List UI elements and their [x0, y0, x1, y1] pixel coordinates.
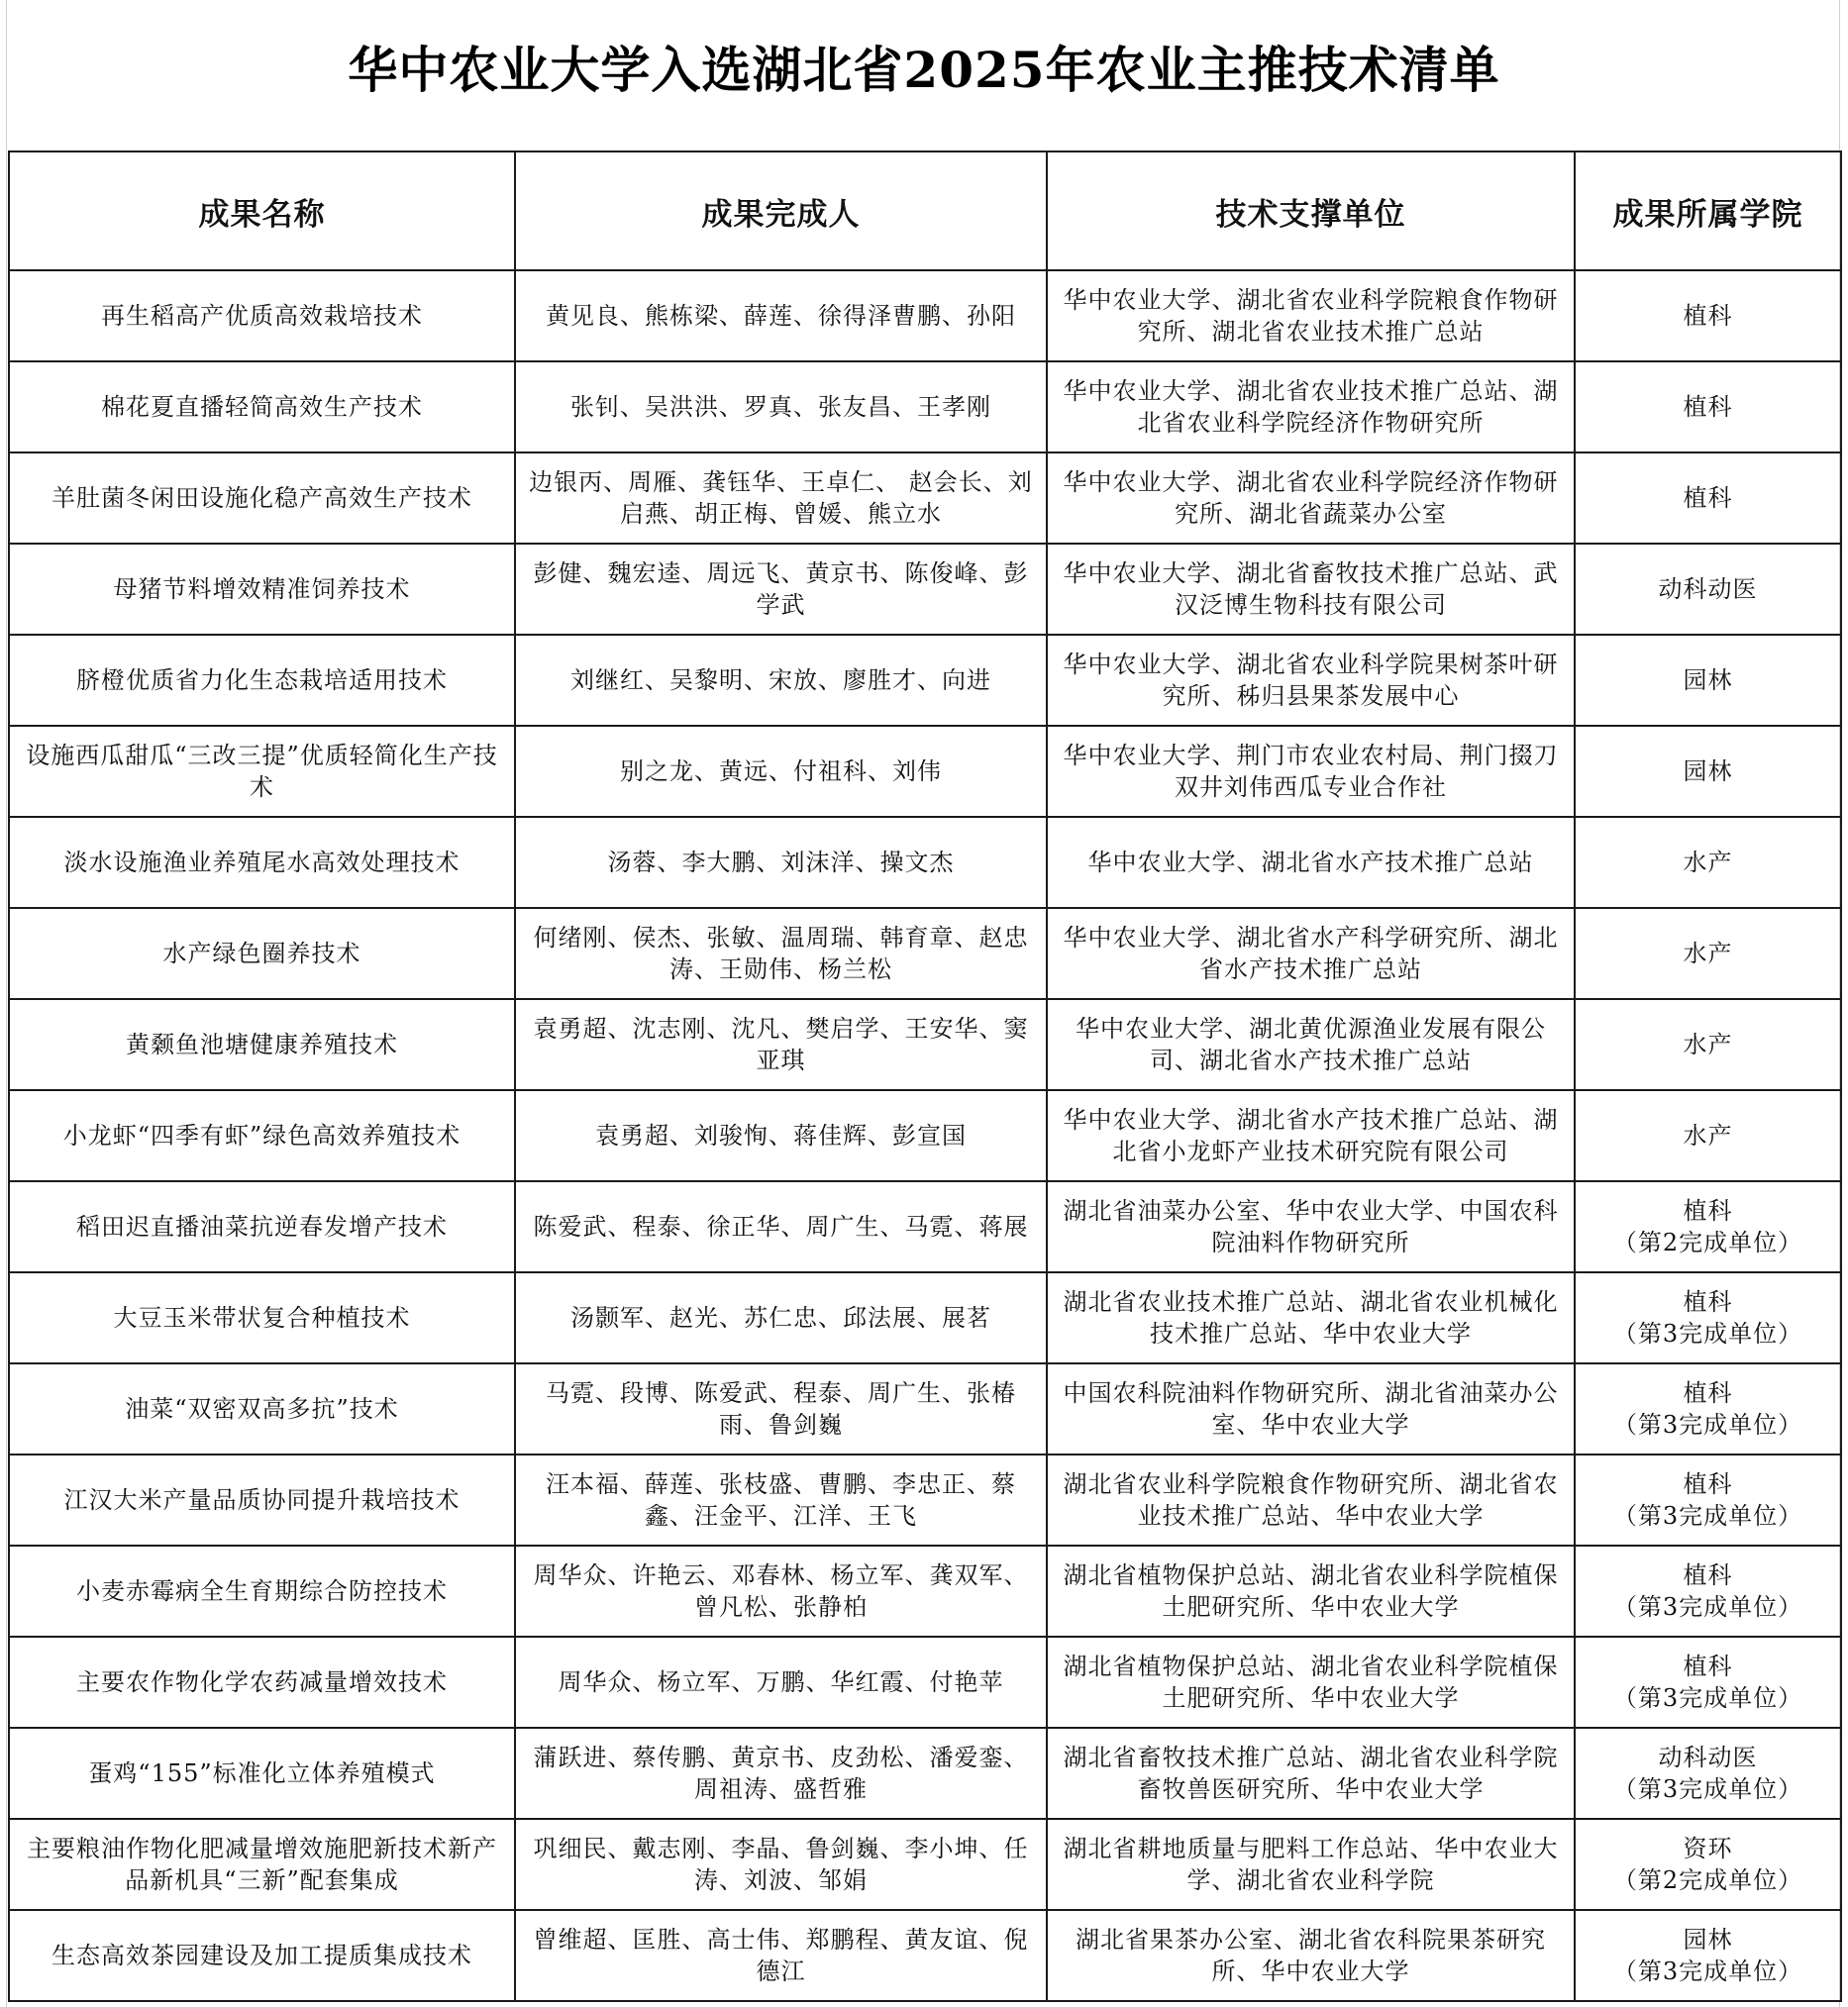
table-row — [9, 1363, 1841, 1455]
cell-college — [1575, 1363, 1841, 1455]
cell-support-units: 湖北省农业科学院粮食作物研究所、湖北省农业技术推广总站、华中农业大学 — [1047, 1455, 1575, 1546]
college-name: 植科 — [1683, 1561, 1733, 1589]
cell-support-units: 湖北省植物保护总站、湖北省农业科学院植保土肥研究所、华中农业大学 — [1047, 1546, 1575, 1637]
table-row — [9, 1090, 1841, 1181]
cell-college — [1575, 361, 1841, 452]
table-row — [9, 726, 1841, 817]
header-college: 成果所属学院 — [1575, 151, 1841, 270]
college-completion-note: （第3完成单位） — [1612, 1593, 1803, 1621]
table-row — [9, 452, 1841, 544]
college-completion-note: （第3完成单位） — [1612, 1320, 1803, 1348]
table-row — [9, 270, 1841, 361]
cell-completers: 汪本福、薛莲、张枝盛、曹鹏、李忠正、蔡鑫、汪金平、江洋、王飞 — [515, 1455, 1047, 1546]
table-row — [9, 1272, 1841, 1363]
cell-achievement-name: 江汉大米产量品质协同提升栽培技术 — [9, 1455, 515, 1546]
cell-achievement-name: 小龙虾“四季有虾”绿色高效养殖技术 — [9, 1090, 515, 1181]
cell-completers: 汤蓉、李大鹏、刘沫洋、操文杰 — [515, 817, 1047, 908]
cell-achievement-name: 棉花夏直播轻简高效生产技术 — [9, 361, 515, 452]
cell-college — [1575, 1181, 1841, 1272]
cell-college — [1575, 1272, 1841, 1363]
cell-achievement-name: 主要农作物化学农药减量增效技术 — [9, 1637, 515, 1728]
college-name: 水产 — [1683, 1122, 1733, 1150]
cell-achievement-name: 稻田迟直播油菜抗逆春发增产技术 — [9, 1181, 515, 1272]
cell-completers: 边银丙、周雁、龚钰华、王卓仁、 赵会长、刘启燕、胡正梅、曾媛、熊立水 — [515, 452, 1047, 544]
cell-college — [1575, 1910, 1841, 2001]
cell-completers: 彭健、魏宏逵、周远飞、黄京书、陈俊峰、彭学武 — [515, 544, 1047, 635]
cell-support-units: 华中农业大学、湖北省农业科学院粮食作物研究所、湖北省农业技术推广总站 — [1047, 270, 1575, 361]
cell-college — [1575, 1090, 1841, 1181]
cell-college — [1575, 635, 1841, 726]
cell-completers: 马霓、段博、陈爱武、程泰、周广生、张椿雨、鲁剑巍 — [515, 1363, 1047, 1455]
college-completion-note: （第3完成单位） — [1612, 1502, 1803, 1530]
cell-completers: 刘继红、吴黎明、宋放、廖胜才、向进 — [515, 635, 1047, 726]
header-units: 技术支撑单位 — [1047, 151, 1575, 270]
cell-college — [1575, 1728, 1841, 1819]
college-name: 动科动医 — [1658, 575, 1758, 603]
college-name: 植科 — [1683, 393, 1733, 421]
cell-support-units: 中国农科院油料作物研究所、湖北省油菜办公室、华中农业大学 — [1047, 1363, 1575, 1455]
college-name: 植科 — [1683, 1379, 1733, 1407]
cell-completers: 黄见良、熊栋梁、薛莲、徐得泽曹鹏、孙阳 — [515, 270, 1047, 361]
cell-achievement-name: 主要粮油作物化肥减量增效施肥新技术新产品新机具“三新”配套集成 — [9, 1819, 515, 1910]
cell-achievement-name: 羊肚菌冬闲田设施化稳产高效生产技术 — [9, 452, 515, 544]
table-header-row — [9, 151, 1841, 270]
college-name: 园林 — [1683, 757, 1733, 785]
college-name: 资环 — [1683, 1835, 1733, 1862]
table-row — [9, 1819, 1841, 1910]
college-completion-note: （第3完成单位） — [1612, 1411, 1803, 1439]
college-name: 动科动医 — [1658, 1744, 1758, 1771]
college-name: 植科 — [1683, 1197, 1733, 1225]
cell-completers: 周华众、许艳云、邓春林、杨立军、龚双军、曾凡松、张静柏 — [515, 1546, 1047, 1637]
cell-completers: 周华众、杨立军、万鹏、华红霞、付艳苹 — [515, 1637, 1047, 1728]
cell-support-units: 湖北省农业技术推广总站、湖北省农业机械化技术推广总站、华中农业大学 — [1047, 1272, 1575, 1363]
college-completion-note: （第2完成单位） — [1612, 1229, 1803, 1256]
table-body — [9, 270, 1841, 2001]
college-completion-note: （第2完成单位） — [1612, 1866, 1803, 1894]
cell-support-units: 华中农业大学、湖北省农业科学院经济作物研究所、湖北省蔬菜办公室 — [1047, 452, 1575, 544]
tech-list-table — [8, 151, 1842, 2002]
cell-college — [1575, 1819, 1841, 1910]
college-name: 水产 — [1683, 849, 1733, 876]
table-row — [9, 1546, 1841, 1637]
table-row — [9, 1455, 1841, 1546]
college-completion-note: （第3完成单位） — [1612, 1957, 1803, 1985]
cell-achievement-name: 小麦赤霉病全生育期综合防控技术 — [9, 1546, 515, 1637]
college-name: 水产 — [1683, 1031, 1733, 1058]
college-completion-note: （第3完成单位） — [1612, 1684, 1803, 1712]
cell-achievement-name: 脐橙优质省力化生态栽培适用技术 — [9, 635, 515, 726]
cell-support-units: 湖北省耕地质量与肥料工作总站、华中农业大学、湖北省农业科学院 — [1047, 1819, 1575, 1910]
cell-support-units: 湖北省油菜办公室、华中农业大学、中国农科院油料作物研究所 — [1047, 1181, 1575, 1272]
cell-completers: 陈爱武、程泰、徐正华、周广生、马霓、蒋展 — [515, 1181, 1047, 1272]
cell-completers: 袁勇超、沈志刚、沈凡、樊启学、王安华、窦亚琪 — [515, 999, 1047, 1090]
cell-college — [1575, 1455, 1841, 1546]
cell-completers: 张钊、吴洪洪、罗真、张友昌、王孝刚 — [515, 361, 1047, 452]
page-title: 华中农业大学入选湖北省2025年农业主推技术清单 — [348, 41, 1500, 99]
table-row — [9, 817, 1841, 908]
cell-support-units: 华中农业大学、湖北省水产技术推广总站 — [1047, 817, 1575, 908]
cell-completers: 袁勇超、刘骏恂、蒋佳辉、彭宣国 — [515, 1090, 1047, 1181]
college-name: 园林 — [1683, 666, 1733, 694]
college-name: 植科 — [1683, 302, 1733, 330]
cell-support-units: 华中农业大学、湖北省农业科学院果树茶叶研究所、秭归县果茶发展中心 — [1047, 635, 1575, 726]
cell-support-units: 湖北省果茶办公室、湖北省农科院果茶研究所、华中农业大学 — [1047, 1910, 1575, 2001]
table-row — [9, 635, 1841, 726]
cell-achievement-name: 水产绿色圈养技术 — [9, 908, 515, 999]
cell-achievement-name: 大豆玉米带状复合种植技术 — [9, 1272, 515, 1363]
cell-achievement-name: 淡水设施渔业养殖尾水高效处理技术 — [9, 817, 515, 908]
cell-completers: 别之龙、黄远、付祖科、刘伟 — [515, 726, 1047, 817]
cell-completers: 曾维超、匡胜、高士伟、郑鹏程、黄友谊、倪德江 — [515, 1910, 1047, 2001]
cell-support-units: 华中农业大学、湖北省水产科学研究所、湖北省水产技术推广总站 — [1047, 908, 1575, 999]
table-row — [9, 1637, 1841, 1728]
cell-college — [1575, 908, 1841, 999]
cell-college — [1575, 1637, 1841, 1728]
college-completion-note: （第3完成单位） — [1612, 1775, 1803, 1803]
college-name: 园林 — [1683, 1926, 1733, 1954]
table-row — [9, 361, 1841, 452]
table-row — [9, 1181, 1841, 1272]
college-name: 植科 — [1683, 1653, 1733, 1680]
table-row — [9, 544, 1841, 635]
cell-support-units: 华中农业大学、湖北省农业技术推广总站、湖北省农业科学院经济作物研究所 — [1047, 361, 1575, 452]
cell-completers: 汤颢军、赵光、苏仁忠、邱法展、展茗 — [515, 1272, 1047, 1363]
table-row — [9, 1728, 1841, 1819]
cell-college — [1575, 270, 1841, 361]
cell-support-units: 华中农业大学、湖北黄优源渔业发展有限公司、湖北省水产技术推广总站 — [1047, 999, 1575, 1090]
cell-completers: 何绪刚、侯杰、张敏、温周瑞、韩育章、赵忠涛、王勋伟、杨兰松 — [515, 908, 1047, 999]
cell-college — [1575, 999, 1841, 1090]
table-row — [9, 999, 1841, 1090]
cell-achievement-name: 设施西瓜甜瓜“三改三提”优质轻简化生产技术 — [9, 726, 515, 817]
cell-achievement-name: 黄颡鱼池塘健康养殖技术 — [9, 999, 515, 1090]
cell-college — [1575, 726, 1841, 817]
cell-support-units: 湖北省畜牧技术推广总站、湖北省农业科学院畜牧兽医研究所、华中农业大学 — [1047, 1728, 1575, 1819]
cell-support-units: 华中农业大学、湖北省畜牧技术推广总站、武汉泛博生物科技有限公司 — [1047, 544, 1575, 635]
college-name: 植科 — [1683, 1288, 1733, 1316]
college-name: 水产 — [1683, 940, 1733, 967]
cell-college — [1575, 1546, 1841, 1637]
cell-college — [1575, 544, 1841, 635]
cell-support-units: 湖北省植物保护总站、湖北省农业科学院植保土肥研究所、华中农业大学 — [1047, 1637, 1575, 1728]
header-name: 成果名称 — [9, 151, 515, 270]
cell-support-units: 华中农业大学、荆门市农业农村局、荆门掇刀双井刘伟西瓜专业合作社 — [1047, 726, 1575, 817]
college-name: 植科 — [1683, 1470, 1733, 1498]
cell-achievement-name: 油菜“双密双高多抗”技术 — [9, 1363, 515, 1455]
header-people: 成果完成人 — [515, 151, 1047, 270]
college-name: 植科 — [1683, 484, 1733, 512]
cell-completers: 巩细民、戴志刚、李晶、鲁剑巍、李小坤、任涛、刘波、邹娟 — [515, 1819, 1047, 1910]
table-row — [9, 908, 1841, 999]
cell-achievement-name: 蛋鸡“155”标准化立体养殖模式 — [9, 1728, 515, 1819]
cell-completers: 蒲跃进、蔡传鹏、黄京书、皮劲松、潘爱銮、周祖涛、盛哲雅 — [515, 1728, 1047, 1819]
cell-college — [1575, 817, 1841, 908]
cell-achievement-name: 再生稻高产优质高效栽培技术 — [9, 270, 515, 361]
table-row — [9, 1910, 1841, 2001]
cell-achievement-name: 生态高效茶园建设及加工提质集成技术 — [9, 1910, 515, 2001]
cell-college — [1575, 452, 1841, 544]
cell-support-units: 华中农业大学、湖北省水产技术推广总站、湖北省小龙虾产业技术研究院有限公司 — [1047, 1090, 1575, 1181]
cell-achievement-name: 母猪节料增效精准饲养技术 — [9, 544, 515, 635]
